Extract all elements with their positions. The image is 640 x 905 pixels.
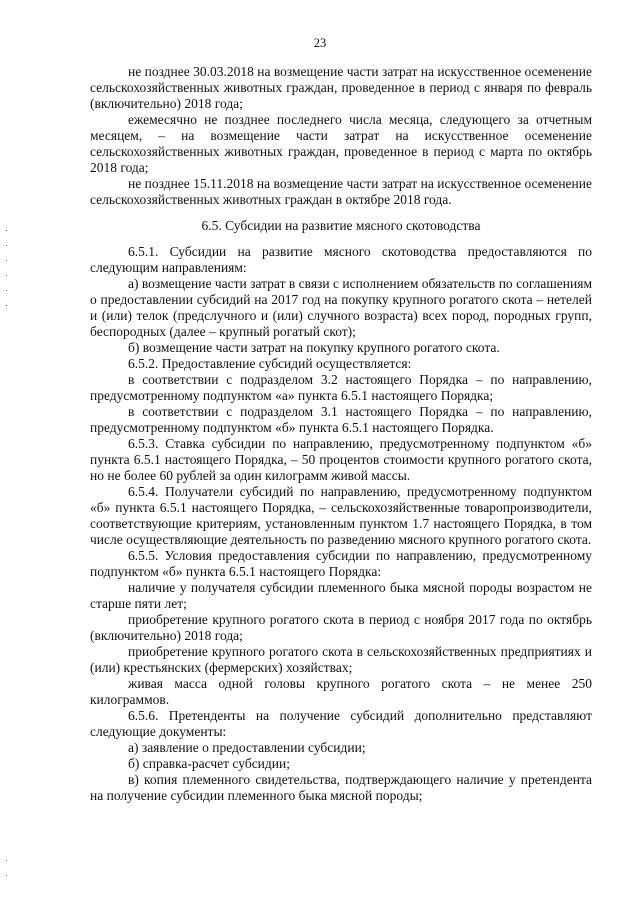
paragraph: а) заявление о предоставлении субсидии; bbox=[128, 740, 366, 755]
paragraph: а) возмещение части затрат в связи с исполнением обязательств по соглашениям о предоставлении субсидий на 2017 год на покупку крупного рогатого скота – нетелей и (или) телок (предслучного и (или) случного возраста) всех пород, породных групп, беспородных (далее – крупный рогатый скот); bbox=[90, 276, 592, 339]
scan-margin-marks bbox=[6, 230, 9, 320]
scan-margin-marks-lower bbox=[6, 860, 9, 890]
paragraph: 6.5.2. Предоставление субсидий осуществляется: bbox=[128, 356, 412, 371]
paragraph: б) справка-расчет субсидии; bbox=[128, 756, 290, 771]
paragraph: 6.5.6. Претенденты на получение субсидий дополнительно представляют следующие документы: bbox=[90, 708, 592, 739]
page-number: 23 bbox=[313, 36, 327, 50]
paragraph: в соответствии с подразделом 3.2 настоящего Порядка – по направлению, предусмотренному подпунктом «а» пункта 6.5.1 настоящего Порядка; bbox=[90, 372, 592, 403]
paragraph: в) копия племенного свидетельства, подтверждающего наличие у претендента на получение субсидии племенного быка мясной породы; bbox=[90, 772, 592, 803]
paragraph: 6.5.3. Ставка субсидии по направлению, предусмотренному подпунктом «б» пункта 6.5.1 настоящего Порядка, – 50 процентов стоимости крупного рогатого скота, но не более 60 рублей за один килограмм живой массы. bbox=[90, 436, 592, 483]
paragraph: 6.5.5. Условия предоставления субсидии по направлению, предусмотренному подпунктом «б» пункта 6.5.1 настоящего Порядка: bbox=[90, 548, 592, 579]
paragraph: наличие у получателя субсидии племенного быка мясной породы возрастом не старше пяти лет; bbox=[90, 580, 592, 611]
paragraph: не позднее 15.11.2018 на возмещение части затрат на искусственное осеменение сельскохозяйственных животных граждан в октябре 2018 года. bbox=[90, 176, 592, 207]
paragraph: приобретение крупного рогатого скота в период с ноября 2017 года по октябрь (включительно) 2018 года; bbox=[90, 612, 592, 643]
paragraph: ежемесячно не позднее последнего числа месяца, следующего за отчетным месяцем, – на возмещение части затрат на искусственное осеменение сельскохозяйственных животных граждан, проведенное в период с марта по октябрь 2018 года; bbox=[90, 112, 592, 175]
paragraph: б) возмещение части затрат на покупку крупного рогатого скота. bbox=[128, 340, 500, 355]
document-body bbox=[90, 64, 592, 804]
paragraph: не позднее 30.03.2018 на возмещение части затрат на искусственное осеменение сельскохозяйственных животных граждан, проведенное в период с января по февраль (включительно) 2018 года; bbox=[90, 64, 592, 111]
paragraph: 6.5.4. Получатели субсидий по направлению, предусмотренному подпунктом «б» пункта 6.5.1 настоящего Порядка, – сельскохозяйственные товаропроизводители, соответствующие критериям, установленным пунктом 1.7 настоящего Порядка, в том числе осуществляющие деятельность по разведению мясного крупного рогатого скота. bbox=[90, 484, 592, 547]
paragraph: живая масса одной головы крупного рогатого скота – не менее 250 килограммов. bbox=[90, 676, 592, 707]
section-title: 6.5. Субсидии на развитие мясного скотоводства bbox=[201, 218, 481, 233]
paragraph: в соответствии с подразделом 3.1 настоящего Порядка – по направлению, предусмотренному подпунктом «б» пункта 6.5.1 настоящего Порядка. bbox=[90, 404, 592, 435]
paragraph: 6.5.1. Субсидии на развитие мясного скотоводства предоставляются по следующим направлениям: bbox=[90, 244, 592, 275]
paragraph: приобретение крупного рогатого скота в сельскохозяйственных предприятиях и (или) крестьянских (фермерских) хозяйствах; bbox=[90, 644, 592, 675]
